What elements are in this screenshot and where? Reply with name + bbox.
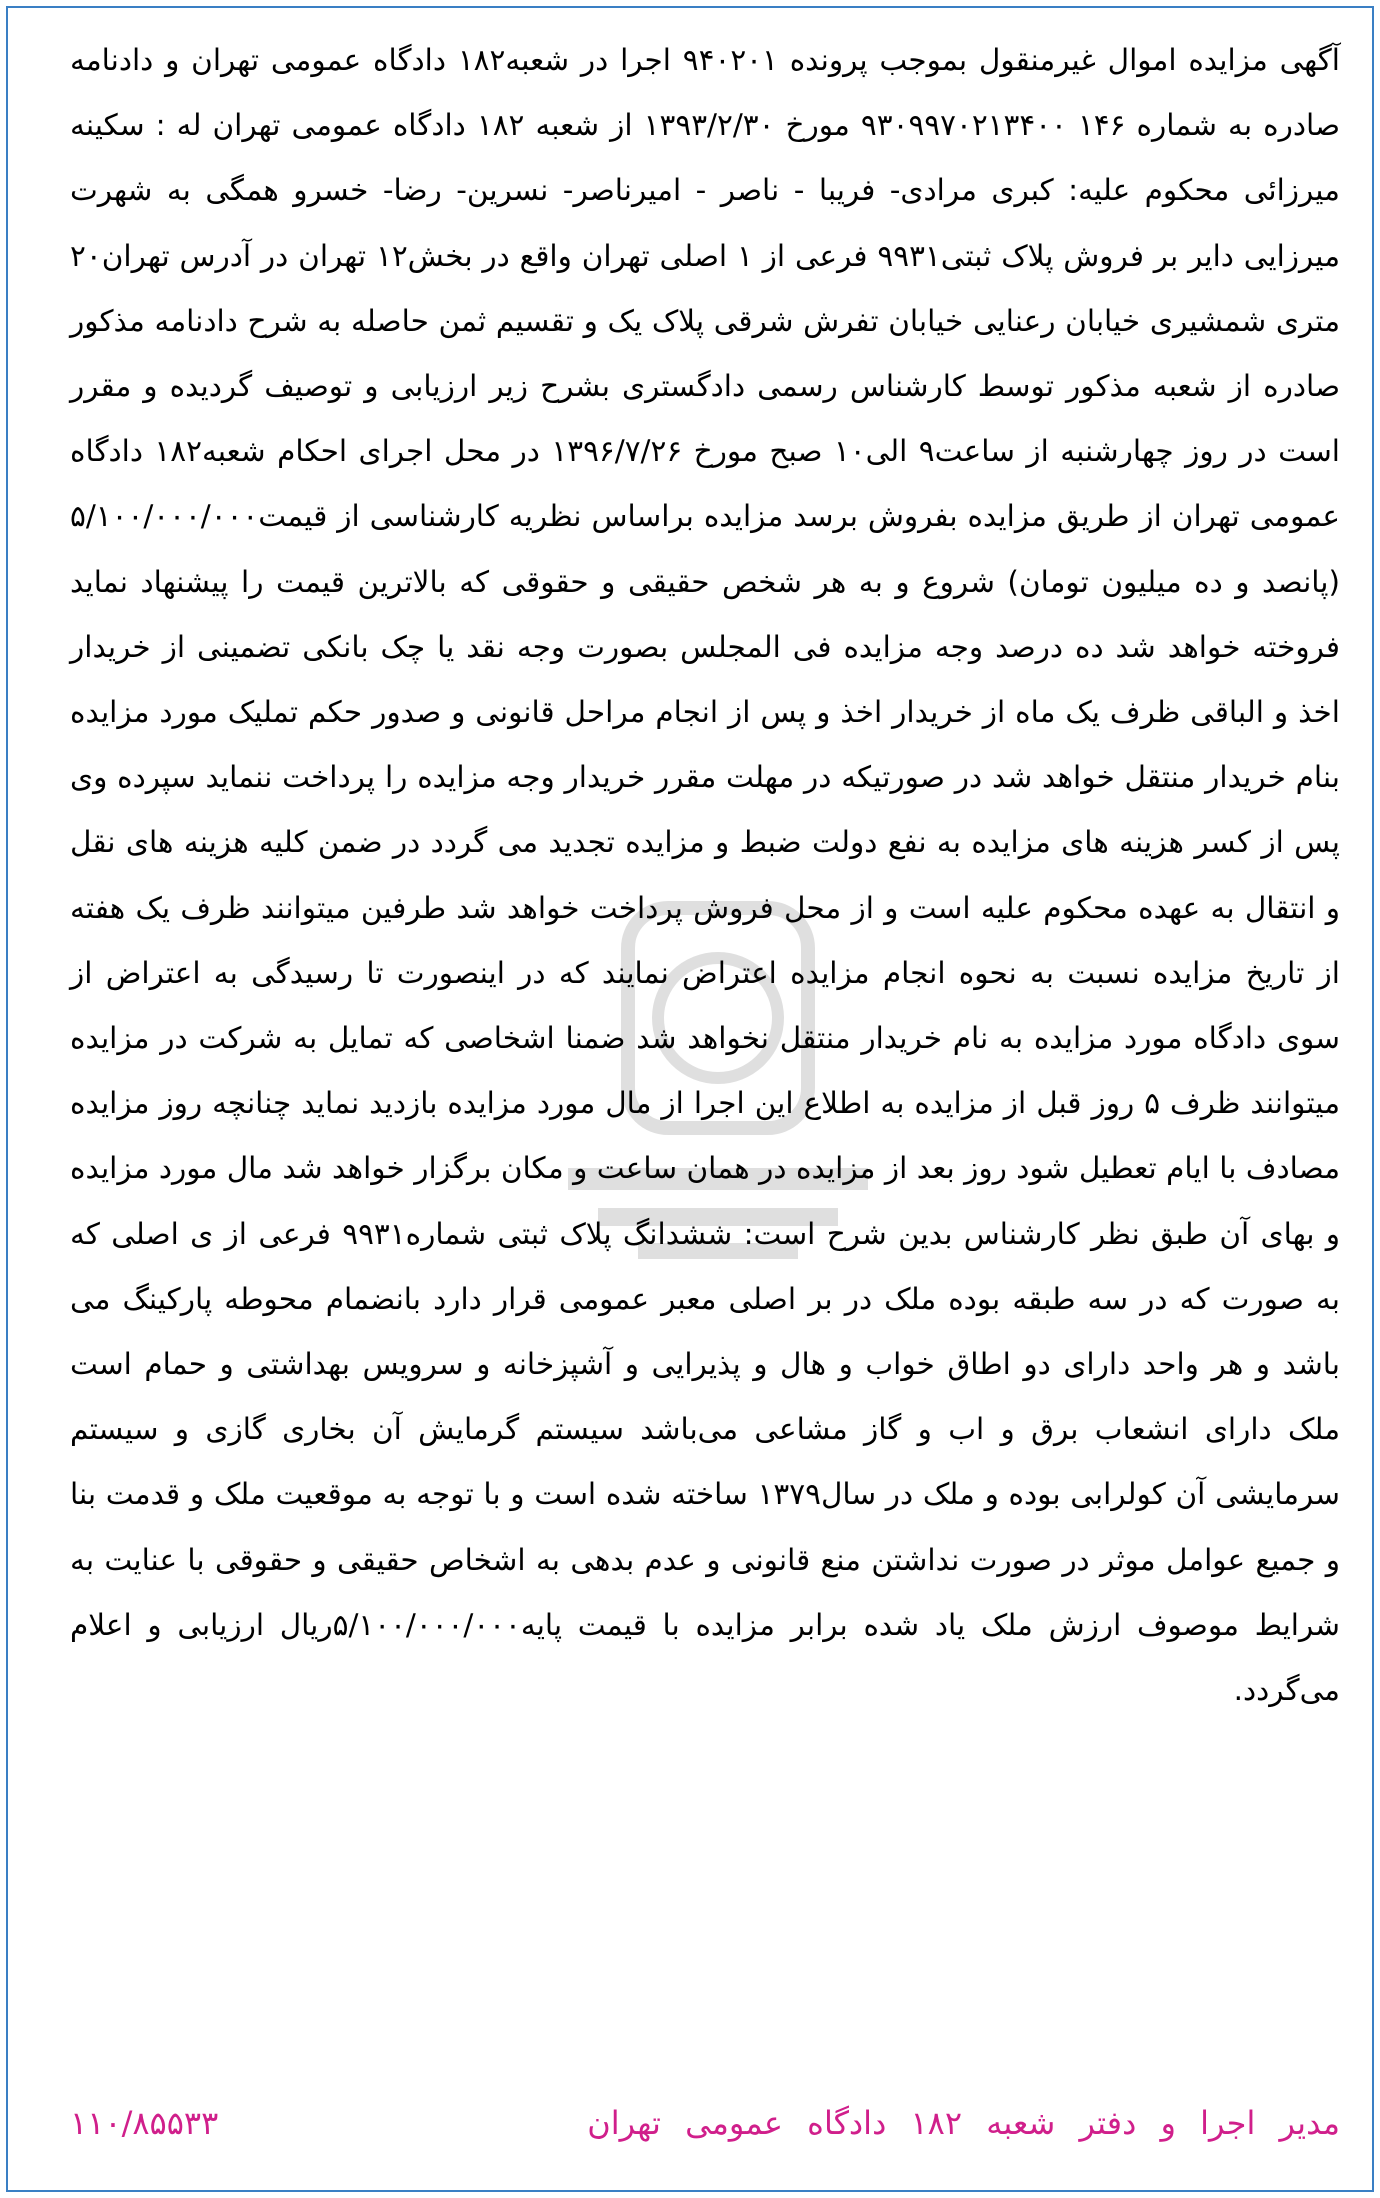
notice-code: ۱۱۰/۸۵۵۳۳ (70, 2104, 219, 2142)
notice-frame (6, 6, 1374, 2192)
notice-footer (70, 2088, 1340, 2158)
signature-line: مدیر اجرا و دفتر شعبه ۱۸۲ دادگاه عمومی تهران (587, 2104, 1340, 2142)
notice-body: آگهی مزایده اموال غیرمنقول بموجب پرونده ۹۴۰۲۰۱ اجرا در شعبه۱۸۲ دادگاه عمومی تهران و دادنامه صادره به شماره ۱۴۶ ۹۳۰۹۹۷۰۲۱۳۴۰۰ مورخ ۱۳۹۳/۲/۳۰ از شعبه ۱۸۲ دادگاه عمومی تهران له : سکینه میرزائی محکوم علیه: کبری مرادی- فریبا - ناصر - امیرناصر- نسرین- رضا- خسرو همگی به شهرت میرزایی دایر بر فروش پلاک ثبتی۹۹۳۱ فرعی از ۱ اصلی تهران واقع در بخش۱۲ تهران در آدرس تهران۲۰ متری شمشیری خیابان رعنایی خیابان تفرش شرقی پلاک یک و تقسیم ثمن حاصله به شرح دادنامه مذکور صادره از شعبه مذکور توسط کارشناس رسمی دادگستری بشرح زیر ارزیابی و توصیف گردیده و مقرر است در روز چهارشنبه از ساعت۹ الی۱۰ صبح مورخ ۱۳۹۶/۷/۲۶ در محل اجرای احکام شعبه۱۸۲ دادگاه عمومی تهران از طریق مزایده بفروش برسد مزایده براساس نظریه کارشناسی از قیمت۵/۱۰۰/۰۰۰/۰۰۰ (پانصد و ده میلیون تومان) شروع و به هر شخص حقیقی و حقوقی که بالاترین قیمت را پیشنهاد نماید فروخته خواهد شد ده درصد وجه مزایده فی المجلس بصورت وجه نقد یا چک بانکی تضمینی از خریدار اخذ و الباقی ظرف یک ماه از خریدار اخذ و پس از انجام مراحل قانونی و صدور حکم تملیک مورد مزایده بنام خریدار منتقل خواهد شد در صورتیکه در مهلت مقرر خریدار وجه مزایده را پرداخت ننماید سپرده وی پس از کسر هزینه های مزایده به نفع دولت ضبط و مزایده تجدید می گردد در ضمن کلیه هزینه های نقل و انتقال به عهده محکوم علیه است و از محل فروش پرداخت خواهد شد طرفین میتوانند ظرف یک هفته از تاریخ مزایده نسبت به نحوه انجام مزایده اعتراض نمایند که در اینصورت تا رسیدگی به اعتراض از سوی دادگاه مورد مزایده به نام خریدار منتقل نخواهد شد ضمنا اشخاصی که تمایل به شرکت در مزایده میتوانند ظرف ۵ روز قبل از مزایده به اطلاع این اجرا از مال مورد مزایده بازدید نماید چنانچه روز مزایده مصادف با ایام تعطیل شود روز بعد از مزایده در همان ساعت و مکان برگزار خواهد شد مال مورد مزایده و بهای آن طبق نظر کارشناس بدین شرح است: ششدانگ پلاک ثبتی شماره۹۹۳۱ فرعی از ی اصلی که به صورت که در سه طبقه بوده ملک در بر اصلی معبر عمومی قرار دارد بانضمام محوطه پارکینگ می باشد و هر واحد دارای دو اطاق خواب و هال و پذیرایی و آشپزخانه و سرویس بهداشتی و حمام است ملک دارای انشعاب برق و اب و گاز مشاعی می‌باشد سیستم گرمایش آن بخاری گازی و سیستم سرمایشی آن کولرابی بوده و ملک در سال۱۳۷۹ ساخته شده است و با توجه به موقعیت ملک و قدمت بنا و جمیع عوامل موثر در صورت نداشتن منع قانونی و عدم بدهی به اشخاص حقیقی و حقوقی با عنایت به شرایط موصوف ارزش ملک یاد شده برابر مزایده با قیمت پایه۵/۱۰۰/۰۰۰/۰۰۰ریال ارزیابی و اعلام می‌گردد. (70, 43, 1341, 1708)
